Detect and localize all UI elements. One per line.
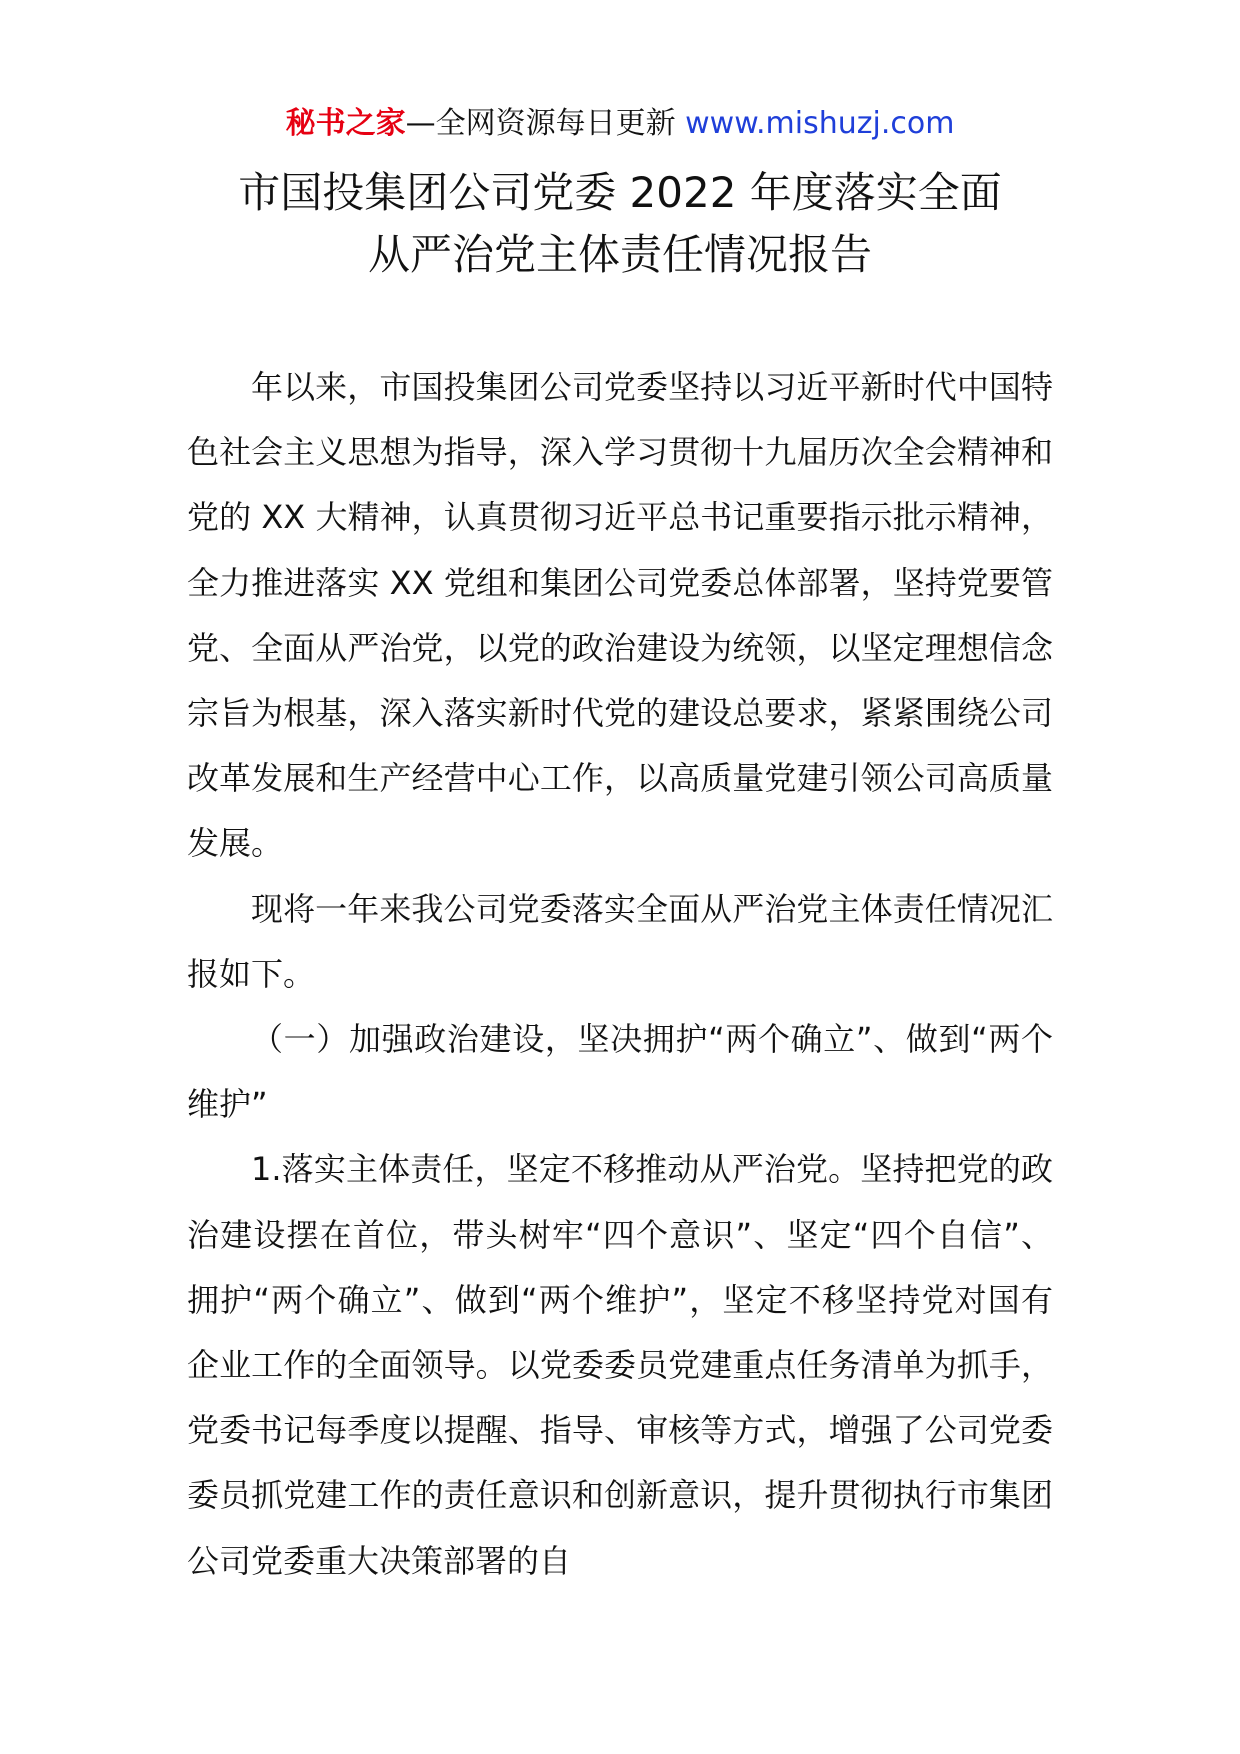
header-tagline: —全网资源每日更新: [405, 106, 676, 141]
site-header: [0, 96, 1240, 152]
title-line-1: 市国投集团公司党委 2022 年度落实全面: [238, 168, 1002, 217]
title-line-2: 从严治党主体责任情况报告: [367, 230, 872, 279]
document-body: [187, 355, 1053, 1594]
section-heading-1: （一）加强政治建设，坚决拥护“两个确立”、做到“两个维护”: [187, 1020, 1053, 1124]
document-title: [0, 162, 1240, 286]
paragraph-intro: 年以来，市国投集团公司党委坚持以习近平新时代中国特色社会主义思想为指导，深入学习贯彻十九届历次全会精神和党的 XX 大精神，认真贯彻习近平总书记重要指示批示精神，全力推进落实 XX 党组和集团公司党委总体部署，坚持党要管党、全面从严治党，以党的政治建设为统领，以坚定理想信念宗旨为根基，深入落实新时代党的建设总要求，紧紧围绕公司改革发展和生产经营中心工作，以高质量党建引领公司高质量发展。: [187, 368, 1053, 863]
paragraph-report-lead: 现将一年来我公司党委落实全面从严治党主体责任情况汇报如下。: [187, 889, 1053, 993]
site-url-link[interactable]: www.mishuzj.com: [685, 106, 955, 141]
paragraph-item-1: 1.落实主体责任，坚定不移推动从严治党。坚持把党的政治建设摆在首位，带头树牢“四个意识”、坚定“四个自信”、拥护“两个确立”、做到“两个维护”，坚定不移坚持党对国有企业工作的全面领导。以党委委员党建重点任务清单为抓手，党委书记每季度以提醒、指导、审核等方式，增强了公司党委委员抓党建工作的责任意识和创新意识，提升贯彻执行市集团公司党委重大决策部署的自: [187, 1150, 1053, 1580]
brand-name: 秘书之家: [285, 106, 406, 141]
